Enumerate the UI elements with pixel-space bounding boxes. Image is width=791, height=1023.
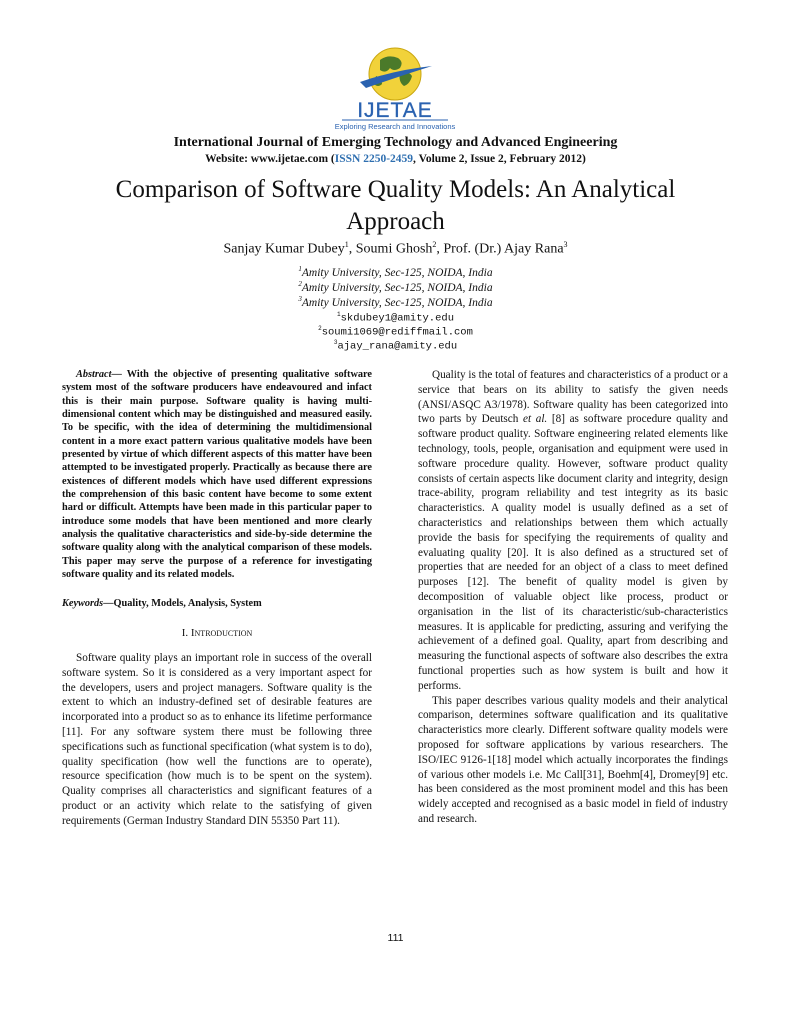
author-name: Prof. (Dr.) Ajay Rana (443, 241, 564, 257)
email-text: ajay_rana@amity.edu (337, 340, 458, 353)
email-2[interactable] (0, 325, 791, 339)
email-text: soumi1069@rediffmail.com (321, 326, 473, 339)
author-sup: 2 (432, 240, 437, 249)
keywords-dash: — (103, 597, 114, 609)
intro-paragraph: Software quality plays an important role in success of the overall software system. So it is considered as a very important aspect for the developers, users and project managers. Software quality is the extent to which an industry-defined set of desirable features are incorporated into a product so as to enhance its lifetime performance [11]. For any software system there must be following three specifications such as functional specification (what system is to do), quality specification (how well the functions are to operate), resource specification (how much is to be spent on the system). Quality comprises all characteristics and significant features of a product or an activity which relate to the satisfying of given requirements (German Industry Standard DIN 55350 Part 11). (62, 652, 372, 827)
affiliation-3 (0, 295, 791, 309)
quality-text-b: [8] as software procedure quality and software product quality. Software engineering related elements like technology, tools, people, organisation and equipment were used in software procedure quality. However, software product quality consists of certain aspects like document clarity and integrity, design trace-ability, program reliability and test integrity as its basic characteristics. A quality model is usually defined as a set of characteristics and relationships between them which actually provide the basis for specifying the requirements of quality and evaluating quality [20]. It is also defined as a structured set of properties that are needed for an object of a class to meet defined purposes [12]. The benefit of quality model is given by decomposition of valuable object like process, product or organisation in the list of its characteristic/sub-characteristics measures. It is applicable for predicting, assuring and verifying the achievement of a defined goal. Quality, apart from describing and measuring the functional aspects of software also describes the extra functional properties such as how system is built and how it performs. (418, 413, 728, 692)
author-sup: 3 (563, 240, 568, 249)
affiliation-sup: 2 (298, 280, 302, 288)
paper-description-paragraph: This paper describes various quality models and their analytical comparison, determines software qualification and its qualitative characteristics more clearly. Different software quality models were proposed for software applications by various researchers. The ISO/IEC 9126-1[18] model which actually incorporates the findings of various other models i.e. Mc Call[31], Boehm[4], Dromey[9] etc. has been considered as the most prominent model and this has been widely accepted and recognised as a basic model in field of industry and research. (418, 694, 728, 825)
keywords-label: Keywords (62, 597, 104, 609)
affiliation-sup: 3 (298, 295, 302, 303)
quality-paragraph (418, 368, 728, 694)
affiliation-1 (0, 265, 791, 279)
paper-title: Comparison of Software Quality Models: An Analytical Approach (115, 176, 676, 235)
logo-tagline: Exploring Research and Innovations (334, 122, 456, 131)
author-sep: , (348, 241, 356, 257)
affiliation-sup: 1 (298, 265, 302, 273)
author-sep: , (436, 241, 444, 257)
website-suffix: , Volume 2, Issue 2, February 2012) (413, 153, 586, 165)
keywords-paragraph (62, 597, 372, 612)
issn-link[interactable]: ISSN 2250-2459 (334, 153, 414, 165)
email-sup: 1 (336, 311, 341, 318)
email-text: skdubey1@amity.edu (340, 312, 455, 325)
section-number: I. (181, 627, 191, 640)
affiliation-text: Amity University, Sec-125, NOIDA, India (301, 266, 493, 279)
email-1[interactable] (0, 311, 791, 325)
email-3[interactable] (0, 339, 791, 353)
affiliation-text: Amity University, Sec-125, NOIDA, India (301, 281, 493, 294)
abstract-paragraph (62, 368, 372, 582)
author-sup: 1 (344, 240, 349, 249)
journal-info-line (0, 153, 791, 165)
author-name: Sanjay Kumar Dubey (223, 241, 345, 257)
abstract-dash: — (111, 369, 127, 380)
abstract-label: Abstract (76, 369, 112, 380)
author-name: Soumi Ghosh (355, 241, 433, 257)
globe-logo-icon (300, 40, 490, 132)
keywords-text: Quality, Models, Analysis, System (113, 597, 262, 609)
left-column (62, 368, 372, 829)
authors-line (0, 240, 791, 258)
et-al: et al. (523, 413, 548, 426)
section-title-rest: ntroduction (194, 627, 253, 640)
affiliation-2 (0, 280, 791, 294)
logo-name: IJETAE (357, 99, 433, 122)
quality-text-a: Quality is the total of features and characteristics of a product or a service that bears on its ability to satisfy the given needs (ANSI/ASQC A3/1978). Software quality has been categorized into two parts by Deutsch (418, 369, 728, 426)
right-column (418, 368, 728, 827)
section-heading-introduction (62, 626, 372, 641)
website-prefix: Website: www.ijetae.com ( (205, 153, 335, 165)
section-first-letter: I (190, 627, 195, 640)
page-number: 111 (387, 932, 404, 944)
journal-title: International Journal of Emerging Technology and Advanced Engineering (173, 135, 618, 150)
email-sup: 2 (318, 325, 322, 332)
email-sup: 3 (333, 339, 338, 346)
affiliation-text: Amity University, Sec-125, NOIDA, India (301, 296, 493, 309)
journal-logo (300, 40, 490, 132)
abstract-text: With the objective of presenting qualitative software system most of the software producers have endeavoured and infact this is their main purpose. Software quality is having multi-dimensional content which may be distinguished and measured easily. To be specific, with the idea of determining the multidimensional content in a more exact pattern various qualitative models have been presented by virtue of which different aspects of this matter have been attempted to be investigated properly. Practically as because there are existences of different models which have used different expressions the comprehension of this basic content have become to some extent hard or difficult. Attempts have been made in this particular paper to introduce some models that have been mentioned and more clearly analysis the qualitative characteristics and side-by-side determine the software quality along with the analytical comparison of these models. This paper may serve the purpose of a reference for investigating software quality and its related models. (62, 369, 372, 581)
